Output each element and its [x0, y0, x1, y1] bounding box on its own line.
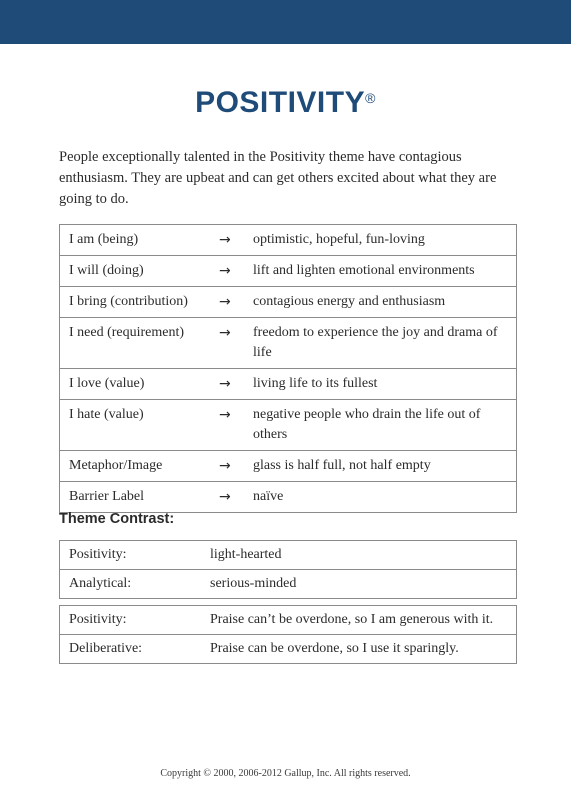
table-row: [60, 570, 517, 599]
traits-table: [59, 224, 517, 513]
trait-label: Metaphor/Image: [60, 451, 220, 482]
arrow-icon: →: [219, 369, 253, 400]
theme-contrast-table: [59, 540, 517, 599]
table-row: [60, 400, 517, 451]
trait-value: glass is half full, not half empty: [253, 451, 517, 482]
page-title: [0, 86, 571, 120]
contrast-theme: Positivity:: [60, 606, 211, 635]
intro-paragraph: People exceptionally talented in the Positivity theme have contagious enthusiasm. They are upbeat and can get others excited about what they are going to do.: [59, 149, 497, 207]
contrast-theme: Positivity:: [60, 541, 211, 570]
contrast-description: light-hearted: [210, 541, 517, 570]
theme-contrast-heading: Theme Contrast:: [59, 511, 175, 527]
trait-value: contagious energy and enthusiasm: [253, 287, 517, 318]
title-text: POSITIVITY: [195, 86, 366, 119]
contrast-theme: Deliberative:: [60, 635, 211, 664]
trait-label: I love (value): [60, 369, 220, 400]
trait-value: lift and lighten emotional environments: [253, 256, 517, 287]
trait-label: Barrier Label: [60, 482, 220, 513]
theme-contrast-table: [59, 605, 517, 664]
trait-value: negative people who drain the life out of others: [253, 400, 517, 451]
copyright-footer: Copyright © 2000, 2006-2012 Gallup, Inc. All rights reserved.: [160, 768, 411, 779]
contrast-description: serious-minded: [210, 570, 517, 599]
trait-value: freedom to experience the joy and drama of life: [253, 318, 517, 369]
trait-label: I am (being): [60, 225, 220, 256]
table-row: [60, 482, 517, 513]
arrow-icon: →: [219, 318, 253, 369]
trait-label: I will (doing): [60, 256, 220, 287]
contrast-description: Praise can be overdone, so I use it sparingly.: [210, 635, 517, 664]
trait-value: living life to its fullest: [253, 369, 517, 400]
trait-value: naïve: [253, 482, 517, 513]
registered-mark: ®: [365, 90, 376, 106]
trait-label: I hate (value): [60, 400, 220, 451]
table-row: [60, 606, 517, 635]
table-row: [60, 451, 517, 482]
arrow-icon: →: [219, 482, 253, 513]
trait-label: I need (requirement): [60, 318, 220, 369]
trait-value: optimistic, hopeful, fun-loving: [253, 225, 517, 256]
top-color-band: [0, 0, 571, 44]
contrast-description: Praise can’t be overdone, so I am generous with it.: [210, 606, 517, 635]
arrow-icon: →: [219, 400, 253, 451]
table-row: [60, 635, 517, 664]
contrast-theme: Analytical:: [60, 570, 211, 599]
arrow-icon: →: [219, 256, 253, 287]
table-row: [60, 287, 517, 318]
arrow-icon: →: [219, 225, 253, 256]
arrow-icon: →: [219, 451, 253, 482]
arrow-icon: →: [219, 287, 253, 318]
table-row: [60, 369, 517, 400]
table-row: [60, 318, 517, 369]
table-row: [60, 256, 517, 287]
table-row: [60, 541, 517, 570]
table-row: [60, 225, 517, 256]
trait-label: I bring (contribution): [60, 287, 220, 318]
